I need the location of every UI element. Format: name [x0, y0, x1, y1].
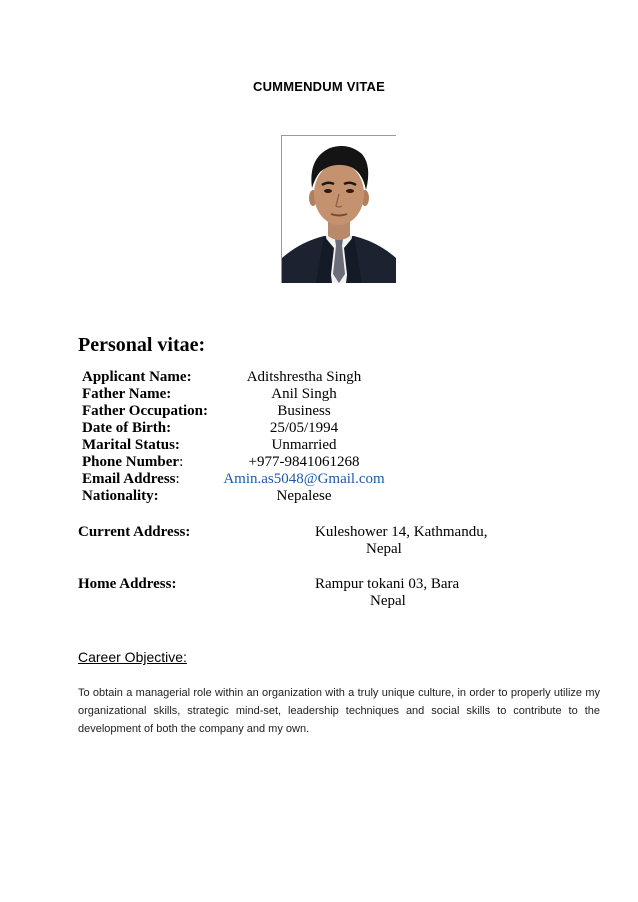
applicant-photo [281, 135, 396, 283]
field-father-name [82, 386, 562, 403]
field-nationality [82, 488, 562, 505]
field-value: +977-9841061268 [248, 454, 360, 470]
address-line2: Nepal [366, 541, 402, 557]
field-value: Aditshrestha Singh [246, 369, 362, 385]
field-label-colon: : [175, 471, 180, 487]
field-marital-status [82, 437, 562, 454]
career-objective-text: To obtain a managerial role within an organization with a truly unique culture, in order to properly utilize my organizational skills, strategic mind-set, leadership techniques and social skills to contribute to the development of both the company and my own. [78, 687, 600, 735]
field-label-colon: : [179, 454, 184, 470]
document-title: CUMMENDUM VITAE [252, 79, 386, 94]
photo-portrait [282, 136, 396, 283]
field-label-text: Email Address [82, 471, 176, 487]
field-label: Applicant Name: [82, 369, 192, 385]
address-line2: Nepal [370, 593, 406, 609]
field-label: Father Occupation: [82, 403, 208, 419]
field-label: Father Name: [82, 386, 172, 402]
field-email-address [82, 471, 562, 488]
field-label-text: Phone Number [82, 454, 180, 470]
field-label: Nationality: [82, 488, 159, 504]
email-link[interactable]: Amin.as5048@Gmail.com [223, 471, 385, 487]
personal-vitae-heading: Personal vitae: [78, 334, 206, 356]
field-value: Anil Singh [271, 386, 337, 402]
field-father-occupation [82, 403, 562, 420]
address-line1: Kuleshower 14, Kathmandu, [315, 524, 488, 540]
field-value: Business [277, 403, 331, 419]
career-objective-heading: Career Objective: [78, 649, 187, 665]
field-date-of-birth [82, 420, 562, 437]
field-value: 25/05/1994 [269, 420, 339, 436]
address-line1: Rampur tokani 03, Bara [315, 576, 460, 592]
field-phone-number [82, 454, 562, 471]
address-label: Home Address: [78, 576, 177, 592]
field-label: Marital Status: [82, 437, 180, 453]
field-value: Unmarried [271, 437, 337, 453]
field-value: Nepalese [276, 488, 332, 504]
field-applicant-name [82, 369, 562, 386]
address-label: Current Address: [78, 524, 191, 540]
field-label: Date of Birth: [82, 420, 172, 436]
